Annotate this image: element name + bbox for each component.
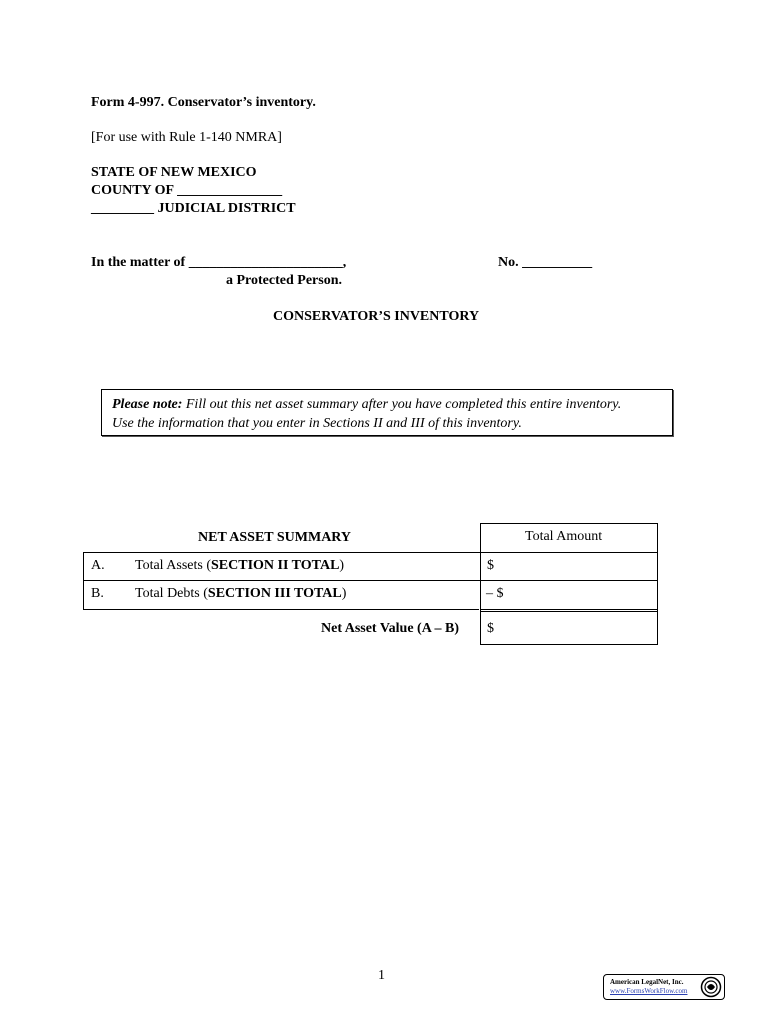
page-number: 1 — [378, 968, 385, 983]
rule-reference: [For use with Rule 1-140 NMRA] — [91, 130, 282, 145]
net-asset-summary-table — [83, 523, 658, 645]
row-label — [135, 586, 346, 602]
amount-field-net[interactable]: $ — [487, 621, 494, 636]
row-label-prefix: Total Debts ( — [135, 586, 208, 601]
note-label: Please note: — [112, 397, 183, 412]
logo-company: American LegalNet, Inc. — [610, 978, 684, 986]
note-line-1 — [112, 395, 662, 414]
amount-header: Total Amount — [525, 529, 603, 544]
table-border — [83, 609, 479, 610]
case-number: No. __________ — [498, 255, 593, 270]
net-asset-label: Net Asset Value (A – B) — [321, 621, 460, 636]
table-double-border — [480, 609, 657, 614]
court-county: COUNTY OF _______________ — [91, 183, 283, 198]
row-label — [135, 558, 344, 574]
logo-website-link[interactable]: www.FormsWorkFlow.com — [610, 987, 688, 995]
amount-field-debts[interactable]: – $ — [486, 586, 504, 601]
court-state: STATE OF NEW MEXICO — [91, 165, 257, 180]
note-box — [101, 389, 673, 436]
table-border — [83, 580, 657, 581]
table-border — [480, 523, 657, 524]
row-label-bold: SECTION III TOTAL — [207, 586, 342, 601]
table-border — [480, 644, 657, 645]
table-border — [657, 523, 658, 645]
table-border — [83, 552, 657, 553]
row-letter: A. — [91, 558, 105, 573]
table-border — [480, 523, 481, 645]
protected-person-caption: a Protected Person. — [226, 273, 342, 288]
amount-field-assets[interactable]: $ — [487, 558, 494, 573]
page-heading: CONSERVATOR’S INVENTORY — [273, 309, 480, 324]
matter-caption: In the matter of ______________________, — [91, 255, 347, 270]
row-label-bold: SECTION II TOTAL — [211, 558, 340, 573]
row-label-suffix: ) — [339, 558, 345, 573]
row-label-prefix: Total Assets ( — [135, 558, 212, 573]
publisher-logo — [603, 974, 725, 1000]
note-line-2: Use the information that you enter in Sections II and III of this inventory. — [112, 416, 522, 431]
row-letter: B. — [91, 586, 104, 601]
row-label-suffix: ) — [341, 586, 347, 601]
note-text-1: Fill out this net asset summary after you have completed this entire inventory. — [182, 397, 622, 412]
court-district: _________ JUDICIAL DISTRICT — [91, 201, 296, 216]
logo-emblem-icon — [700, 976, 722, 998]
form-title: Form 4-997. Conservator’s inventory. — [91, 95, 316, 110]
summary-title: NET ASSET SUMMARY — [198, 530, 352, 545]
table-border — [83, 552, 84, 609]
